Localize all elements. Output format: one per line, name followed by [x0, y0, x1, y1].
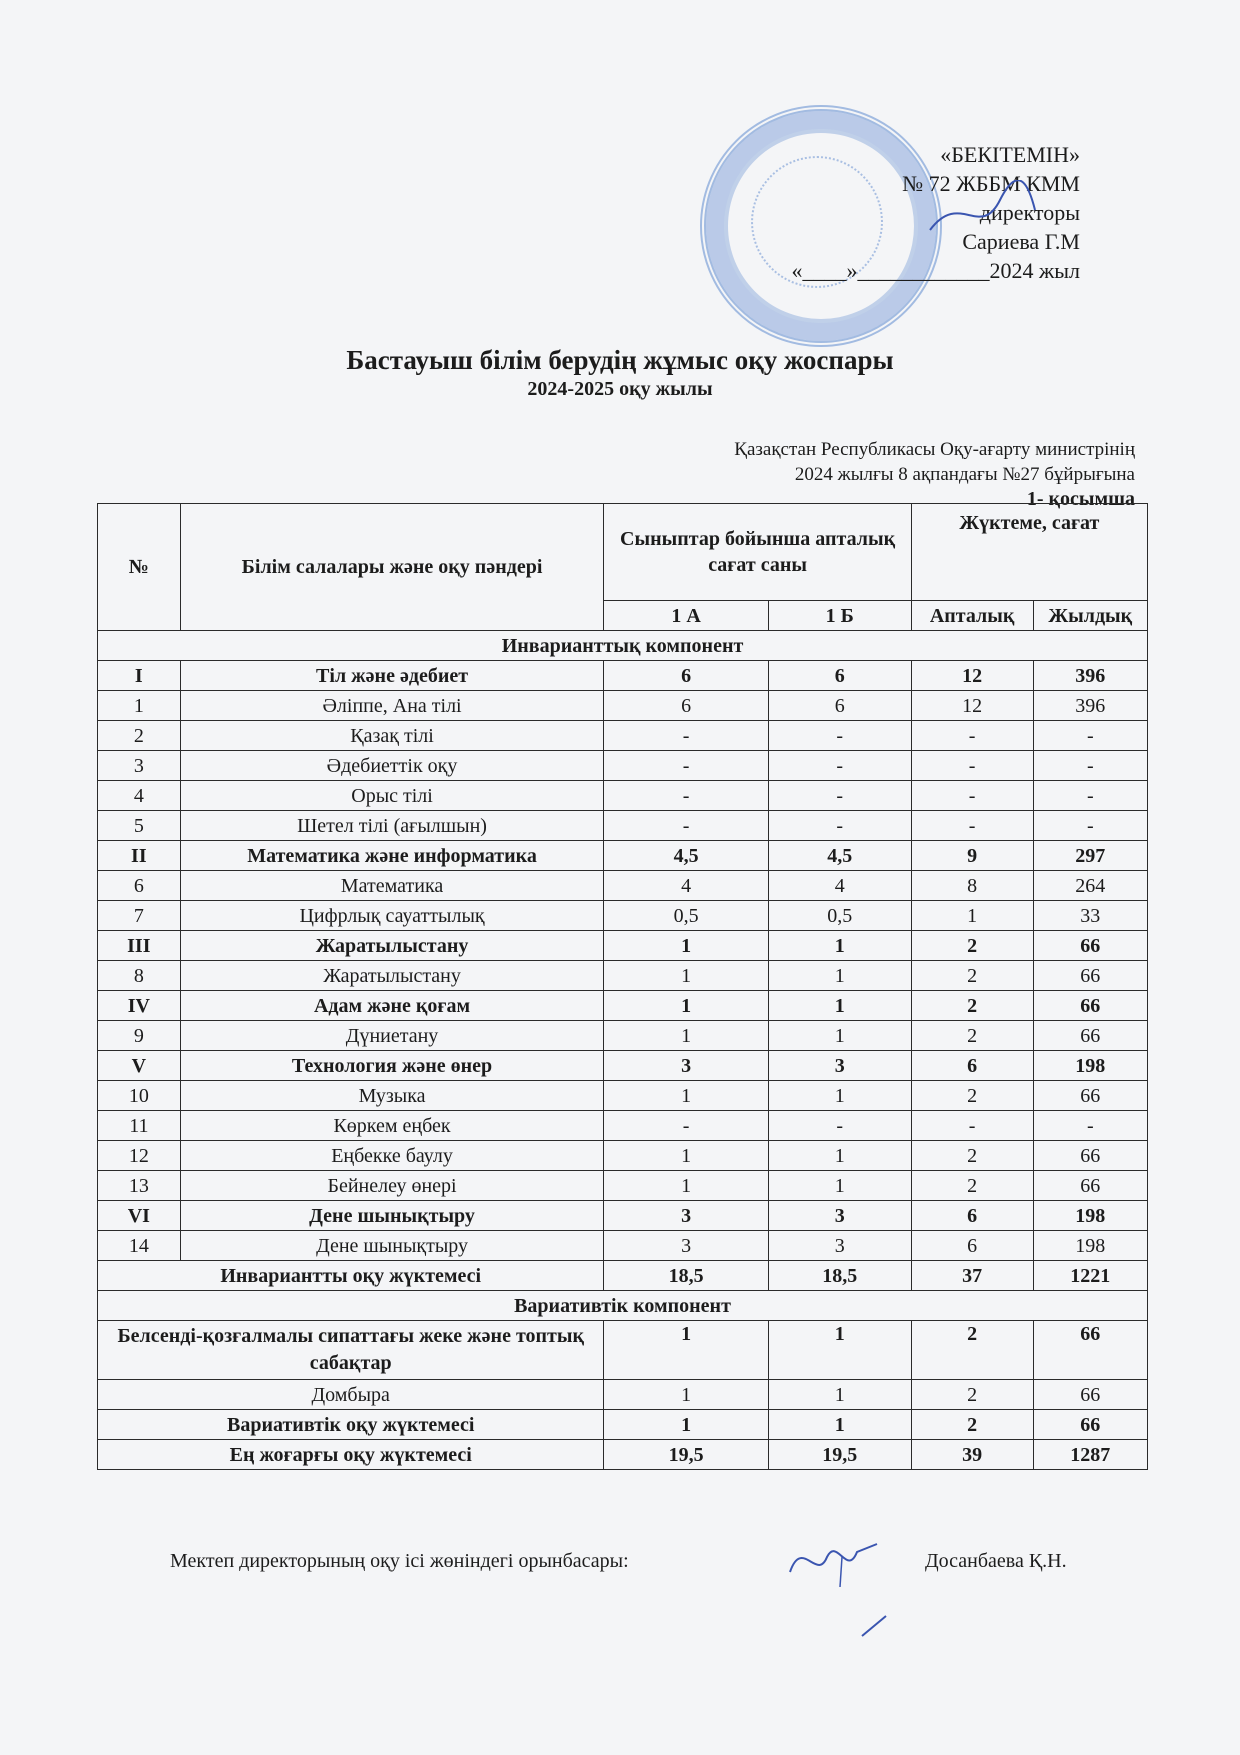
document-title: Бастауыш білім берудің жұмыс оқу жоспары [346, 345, 894, 375]
weekly-load: 8 [911, 871, 1033, 901]
class-a-hours: 3 [604, 1051, 768, 1081]
weekly-load: 2 [911, 991, 1033, 1021]
class-b-hours: 0,5 [768, 901, 911, 931]
class-a-hours: 3 [604, 1231, 768, 1261]
subject-name: Шетел тілі (ағылшын) [180, 811, 604, 841]
variative-row [98, 1321, 1148, 1380]
subject-area-row [98, 1051, 1148, 1081]
weekly-load: 12 [911, 661, 1033, 691]
class-b-hours: - [768, 721, 911, 751]
class-b-hours: 1 [768, 931, 911, 961]
subject-name: Тіл және әдебиет [180, 661, 604, 691]
subject-name: Белсенді-қозғалмалы сипаттағы жеке және топтық сабақтар [98, 1321, 604, 1380]
class-b-hours: 1 [768, 1021, 911, 1051]
subject-name: Адам және қоғам [180, 991, 604, 1021]
subject-name: Дене шынықтыру [180, 1231, 604, 1261]
subject-row [98, 811, 1148, 841]
header-class-b: 1 Б [768, 601, 911, 631]
yearly-load: 396 [1033, 691, 1147, 721]
subject-area-row [98, 1201, 1148, 1231]
yearly-load: 198 [1033, 1231, 1147, 1261]
class-a-hours: - [604, 1111, 768, 1141]
variative-row [98, 1380, 1148, 1410]
class-b-hours: 1 [768, 1081, 911, 1111]
weekly-load: 37 [911, 1261, 1033, 1291]
subject-name: Математика және информатика [180, 841, 604, 871]
class-b-hours: 1 [768, 961, 911, 991]
yearly-load: 66 [1033, 961, 1147, 991]
row-number: 3 [98, 751, 181, 781]
row-number: 8 [98, 961, 181, 991]
class-a-hours: 3 [604, 1201, 768, 1231]
class-a-hours: 1 [604, 1021, 768, 1051]
class-a-hours: 1 [604, 1410, 768, 1440]
weekly-load: 6 [911, 1231, 1033, 1261]
row-number: III [98, 931, 181, 961]
class-b-hours: - [768, 751, 911, 781]
header-subjects: Білім салалары және оқу пәндері [180, 504, 604, 631]
yearly-load: 1221 [1033, 1261, 1147, 1291]
reference-line-1: Қазақстан Республикасы Оқу-ағарту министрінің [734, 439, 1135, 460]
class-a-hours: 1 [604, 991, 768, 1021]
weekly-load: 1 [911, 901, 1033, 931]
weekly-load: 2 [911, 1081, 1033, 1111]
subject-row [98, 751, 1148, 781]
class-b-hours: 1 [768, 1141, 911, 1171]
weekly-load: - [911, 751, 1033, 781]
weekly-load: - [911, 781, 1033, 811]
academic-year: 2024-2025 оқу жылы [527, 378, 713, 400]
class-b-hours: 1 [768, 991, 911, 1021]
subject-area-row [98, 841, 1148, 871]
total-label: Инвариантты оқу жүктемесі [98, 1261, 604, 1291]
yearly-load: 66 [1033, 991, 1147, 1021]
header-weekly: Апталық [911, 601, 1033, 631]
row-number: 11 [98, 1111, 181, 1141]
class-a-hours: - [604, 721, 768, 751]
class-a-hours: 1 [604, 1321, 768, 1380]
row-number: 2 [98, 721, 181, 751]
subject-area-row [98, 661, 1148, 691]
yearly-load: - [1033, 751, 1147, 781]
row-number: VI [98, 1201, 181, 1231]
class-a-hours: 1 [604, 961, 768, 991]
class-b-hours: 1 [768, 1321, 911, 1380]
row-number: I [98, 661, 181, 691]
class-b-hours: 1 [768, 1410, 911, 1440]
yearly-load: 396 [1033, 661, 1147, 691]
class-a-hours: 1 [604, 1171, 768, 1201]
subject-row [98, 901, 1148, 931]
max-total-row [98, 1440, 1148, 1470]
row-number: 4 [98, 781, 181, 811]
invariant-component-label: Инварианттық компонент [98, 631, 1148, 661]
weekly-load: 2 [911, 1410, 1033, 1440]
class-b-hours: 4,5 [768, 841, 911, 871]
weekly-load: 12 [911, 691, 1033, 721]
yearly-load: 33 [1033, 901, 1147, 931]
subject-row [98, 1111, 1148, 1141]
header-load: Жүктеме, сағат [911, 504, 1147, 601]
yearly-load: 264 [1033, 871, 1147, 901]
class-b-hours: 18,5 [768, 1261, 911, 1291]
weekly-load: 9 [911, 841, 1033, 871]
weekly-load: 2 [911, 961, 1033, 991]
total-label: Ең жоғарғы оқу жүктемесі [98, 1440, 604, 1470]
weekly-load: - [911, 811, 1033, 841]
class-a-hours: 4,5 [604, 841, 768, 871]
row-number: 14 [98, 1231, 181, 1261]
class-b-hours: 1 [768, 1380, 911, 1410]
class-b-hours: 19,5 [768, 1440, 911, 1470]
deputy-name: Досанбаева Қ.Н. [925, 1550, 1067, 1572]
class-a-hours: - [604, 811, 768, 841]
yearly-load: - [1033, 781, 1147, 811]
weekly-load: 2 [911, 1141, 1033, 1171]
header-yearly: Жылдық [1033, 601, 1147, 631]
subject-name: Дене шынықтыру [180, 1201, 604, 1231]
class-a-hours: 0,5 [604, 901, 768, 931]
subject-row [98, 1021, 1148, 1051]
yearly-load: 297 [1033, 841, 1147, 871]
yearly-load: 66 [1033, 1321, 1147, 1380]
subject-name: Домбыра [98, 1380, 604, 1410]
yearly-load: 66 [1033, 1410, 1147, 1440]
regulation-reference [734, 437, 1135, 512]
yearly-load: - [1033, 1111, 1147, 1141]
class-a-hours: 18,5 [604, 1261, 768, 1291]
subject-row [98, 871, 1148, 901]
weekly-load: 39 [911, 1440, 1033, 1470]
yearly-load: 1287 [1033, 1440, 1147, 1470]
class-a-hours: 1 [604, 1141, 768, 1171]
deputy-position: Мектеп директорының оқу ісі жөніндегі орынбасары: [170, 1550, 629, 1572]
approval-role: директоры [979, 200, 1080, 225]
row-number: V [98, 1051, 181, 1081]
class-b-hours: 3 [768, 1231, 911, 1261]
subject-name: Әдебиеттік оқу [180, 751, 604, 781]
subject-row [98, 1081, 1148, 1111]
subject-area-row [98, 991, 1148, 1021]
weekly-load: 2 [911, 1321, 1033, 1380]
subject-row [98, 1141, 1148, 1171]
row-number: 10 [98, 1081, 181, 1111]
subject-name: Еңбекке баулу [180, 1141, 604, 1171]
approval-date: «____»____________2024 жыл [791, 258, 1080, 283]
row-number: II [98, 841, 181, 871]
yearly-load: 66 [1033, 1021, 1147, 1051]
subject-name: Көркем еңбек [180, 1111, 604, 1141]
subject-name: Музыка [180, 1081, 604, 1111]
approval-school: № 72 ЖББМ КММ [902, 171, 1080, 196]
curriculum-table [97, 503, 1148, 1470]
row-number: 13 [98, 1171, 181, 1201]
class-a-hours: 6 [604, 691, 768, 721]
weekly-load: 2 [911, 931, 1033, 961]
class-b-hours: 3 [768, 1051, 911, 1081]
subject-name: Цифрлық сауаттылық [180, 901, 604, 931]
subject-name: Әліппе, Ана тілі [180, 691, 604, 721]
class-b-hours: 6 [768, 691, 911, 721]
subject-name: Қазақ тілі [180, 721, 604, 751]
class-b-hours: 3 [768, 1201, 911, 1231]
subject-row [98, 691, 1148, 721]
subject-name: Технология және өнер [180, 1051, 604, 1081]
subject-row [98, 721, 1148, 751]
subject-name: Математика [180, 871, 604, 901]
row-number: 9 [98, 1021, 181, 1051]
invariant-total-row [98, 1261, 1148, 1291]
yearly-load: 66 [1033, 931, 1147, 961]
class-b-hours: 4 [768, 871, 911, 901]
approval-block [792, 140, 1080, 285]
class-b-hours: - [768, 781, 911, 811]
yearly-load: 66 [1033, 1380, 1147, 1410]
variative-component-label: Вариативтік компонент [98, 1291, 1148, 1321]
header-class-a: 1 А [604, 601, 768, 631]
subject-area-row [98, 931, 1148, 961]
yearly-load: 198 [1033, 1051, 1147, 1081]
class-a-hours: - [604, 751, 768, 781]
class-b-hours: 1 [768, 1171, 911, 1201]
yearly-load: 198 [1033, 1201, 1147, 1231]
class-b-hours: 6 [768, 661, 911, 691]
subject-name: Бейнелеу өнері [180, 1171, 604, 1201]
director-signature [920, 180, 1040, 240]
yearly-load: 66 [1033, 1141, 1147, 1171]
yearly-load: - [1033, 811, 1147, 841]
class-a-hours: - [604, 781, 768, 811]
yearly-load: - [1033, 721, 1147, 751]
weekly-load: - [911, 1111, 1033, 1141]
weekly-load: - [911, 721, 1033, 751]
header-weekly-by-class: Сыныптар бойынша апталық сағат саны [604, 504, 911, 601]
subject-row [98, 1231, 1148, 1261]
header-number: № [98, 504, 181, 631]
annex-label: 1- қосымша [1026, 488, 1135, 510]
class-b-hours: - [768, 1111, 911, 1141]
subject-row [98, 961, 1148, 991]
row-number: 1 [98, 691, 181, 721]
deputy-signature [782, 1532, 882, 1592]
class-a-hours: 1 [604, 1081, 768, 1111]
subject-row [98, 1171, 1148, 1201]
approval-director-name: Сариева Г.М [962, 229, 1080, 254]
reference-line-2: 2024 жылғы 8 ақпандағы №27 бұйрығына [794, 464, 1135, 485]
total-label: Вариативтік оқу жүктемесі [98, 1410, 604, 1440]
class-a-hours: 1 [604, 1380, 768, 1410]
row-number: 5 [98, 811, 181, 841]
variative-total-row [98, 1410, 1148, 1440]
class-b-hours: - [768, 811, 911, 841]
row-number: 7 [98, 901, 181, 931]
yearly-load: 66 [1033, 1081, 1147, 1111]
class-a-hours: 19,5 [604, 1440, 768, 1470]
class-a-hours: 1 [604, 931, 768, 961]
class-a-hours: 4 [604, 871, 768, 901]
weekly-load: 2 [911, 1171, 1033, 1201]
row-number: 12 [98, 1141, 181, 1171]
pen-mark [860, 1610, 890, 1640]
yearly-load: 66 [1033, 1171, 1147, 1201]
subject-name: Орыс тілі [180, 781, 604, 811]
row-number: IV [98, 991, 181, 1021]
weekly-load: 6 [911, 1201, 1033, 1231]
approval-heading: «БЕКІТЕМІН» [940, 142, 1080, 167]
subject-name: Жаратылыстану [180, 961, 604, 991]
subject-name: Дүниетану [180, 1021, 604, 1051]
subject-name: Жаратылыстану [180, 931, 604, 961]
weekly-load: 2 [911, 1021, 1033, 1051]
weekly-load: 2 [911, 1380, 1033, 1410]
row-number: 6 [98, 871, 181, 901]
subject-row [98, 781, 1148, 811]
class-a-hours: 6 [604, 661, 768, 691]
weekly-load: 6 [911, 1051, 1033, 1081]
